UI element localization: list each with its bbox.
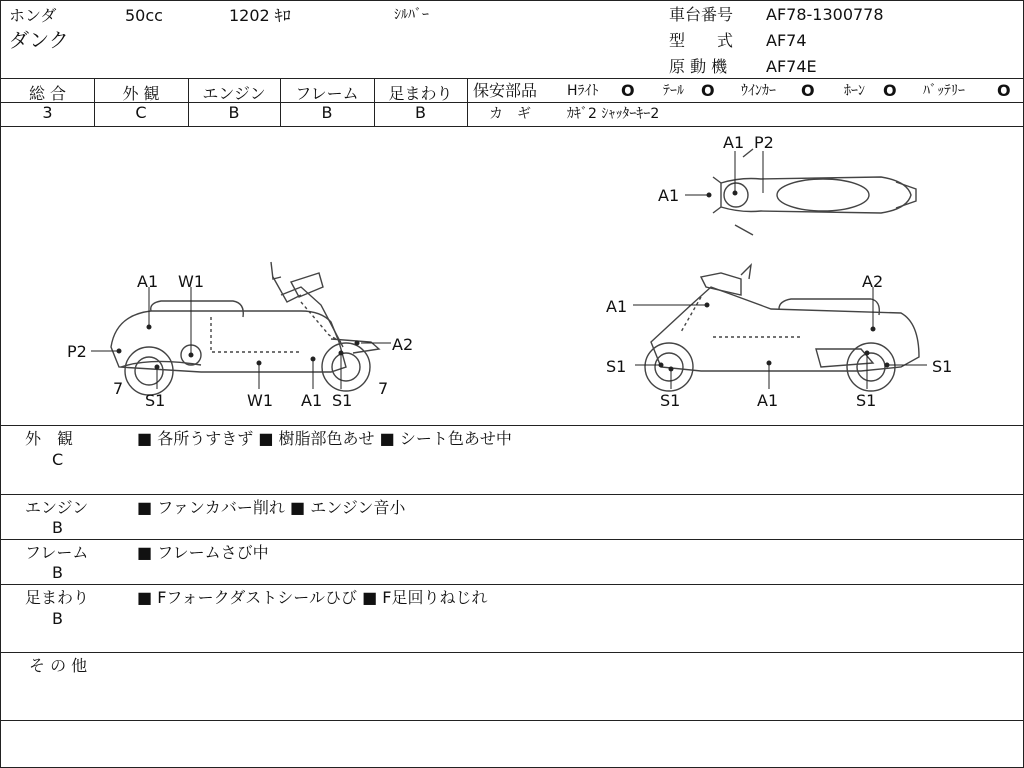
label-s1: S1 (932, 357, 953, 376)
label-a1: A1 (301, 391, 323, 410)
frame-no-label: 車台番号 (669, 5, 734, 24)
note-item: エンジン音小 (310, 498, 406, 517)
divider (1, 539, 1023, 540)
note-item: シート色あせ中 (399, 429, 512, 448)
note-item: ファンカバー削れ (157, 498, 285, 517)
safety-item-tail: ﾃｰﾙ (663, 83, 684, 99)
note-category-engine: エンジン (25, 498, 89, 517)
engine-value: AF74E (766, 57, 817, 76)
divider (1, 425, 1023, 426)
note-item: 樹脂部色あせ (278, 429, 375, 448)
type-label: 型 式 (669, 31, 734, 50)
note-category-suspension: 足まわり (25, 588, 90, 607)
label-a2: A2 (392, 335, 414, 354)
safety-mark-headlight: O (621, 81, 635, 100)
label-s1: S1 (145, 391, 166, 410)
bullet: ■ (137, 543, 153, 562)
safety-mark-horn: O (883, 81, 897, 100)
divider (1, 652, 1023, 653)
bullet: ■ (137, 588, 153, 607)
label-p2: P2 (67, 342, 87, 361)
label-a1: A1 (658, 186, 680, 205)
type-value: AF74 (766, 31, 807, 50)
label-a2: A2 (862, 272, 884, 291)
safety-label: 保安部品 (473, 81, 538, 100)
note-category-other: そ の 他 (29, 656, 88, 675)
bullet: ■ (362, 588, 378, 607)
label-a1: A1 (757, 391, 779, 410)
engine-label: 原 動 機 (669, 57, 728, 76)
label-w1: W1 (178, 272, 204, 291)
bullet: ■ (290, 498, 306, 517)
note-item: Fフォークダストシールひび (157, 588, 357, 607)
divider (1, 720, 1023, 721)
label-s1: S1 (332, 391, 353, 410)
grade-label-suspension: 足まわり (388, 84, 453, 103)
scooter-top-view (713, 149, 916, 235)
divider (467, 102, 1023, 103)
divider (1, 78, 1023, 79)
displacement: 50cc (125, 6, 163, 25)
safety-mark-winker: O (801, 81, 815, 100)
mileage: 1202 ｷﾛ (229, 6, 291, 25)
label-s1: S1 (606, 357, 627, 376)
bullet: ■ (379, 429, 395, 448)
grade-value-exterior: C (135, 103, 147, 122)
bullet: ■ (137, 498, 153, 517)
note-item: F足回りねじれ (382, 588, 488, 607)
grade-value-suspension: B (415, 103, 426, 122)
bullet: ■ (258, 429, 274, 448)
label-a1: A1 (723, 133, 745, 152)
grade-value-total: 3 (42, 103, 53, 122)
note-category-exterior: 外 観 (25, 429, 74, 448)
grade-label-total: 総 合 (28, 84, 67, 103)
grade-label-frame: フレーム (295, 84, 359, 103)
note-grade-frame: B (52, 563, 63, 582)
label-s1: S1 (856, 391, 877, 410)
label-s1: S1 (660, 391, 681, 410)
maker: ホンダ (9, 6, 57, 25)
label-a1: A1 (137, 272, 159, 291)
model-name: ダンク (9, 28, 69, 52)
note-item: フレームさび中 (157, 543, 269, 562)
safety-item-battery: ﾊﾞｯﾃﾘｰ (923, 83, 965, 99)
grade-label-exterior: 外 観 (122, 84, 160, 103)
label-a1: A1 (606, 297, 628, 316)
note-grade-suspension: B (52, 609, 63, 628)
grade-value-engine: B (228, 103, 240, 122)
safety-item-winker: ｳｲﾝｶｰ (741, 83, 776, 99)
grade-label-engine: エンジン (202, 84, 266, 103)
safety-item-horn: ﾎｰﾝ (844, 83, 865, 99)
label-7: 7 (113, 379, 124, 398)
note-item: 各所うすきず (157, 429, 254, 448)
label-7: 7 (378, 379, 389, 398)
note-grade-engine: B (52, 518, 63, 537)
bullet: ■ (137, 429, 153, 448)
key-value: ｶｷﾞ2 ｼｬｯﾀｰｷｰ2 (567, 106, 660, 122)
color: ｼﾙﾊﾞｰ (394, 7, 429, 23)
label-p2: P2 (754, 133, 774, 152)
note-grade-exterior: C (52, 450, 64, 469)
label-w1: W1 (247, 391, 273, 410)
key-label: カ ギ (489, 106, 531, 122)
divider (1, 494, 1023, 495)
divider (1, 584, 1023, 585)
note-category-frame: フレーム (25, 543, 89, 562)
safety-mark-battery: O (997, 81, 1011, 100)
grade-value-frame: B (321, 103, 333, 122)
safety-item-headlight: Hﾗｲﾄ (567, 83, 599, 99)
safety-mark-tail: O (701, 81, 715, 100)
frame-no: AF78-1300778 (766, 5, 884, 24)
